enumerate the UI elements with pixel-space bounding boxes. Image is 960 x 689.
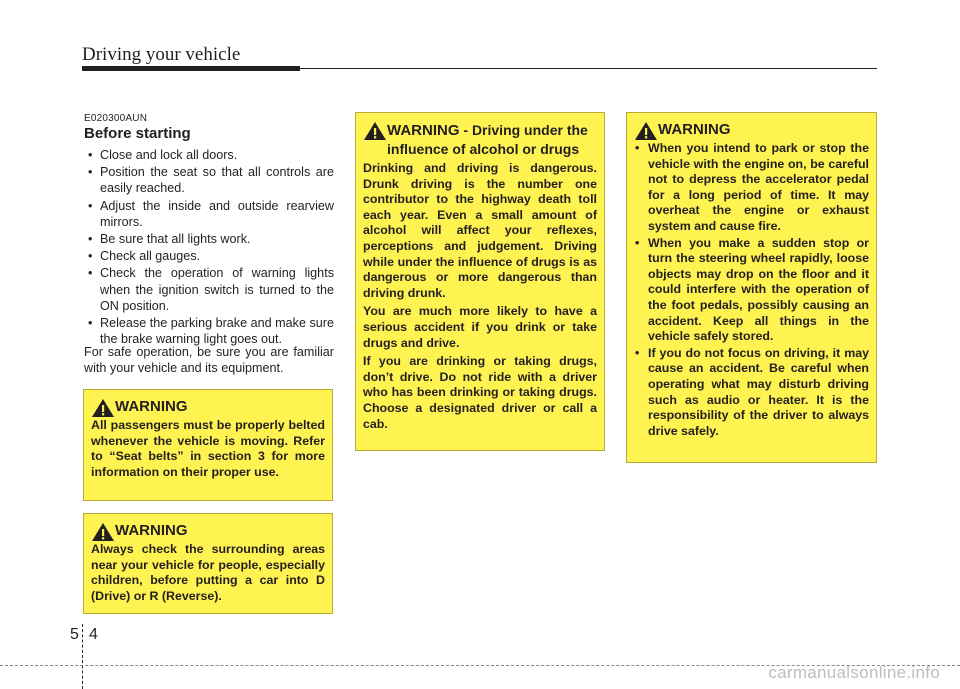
list-item: • Be sure that all lights work. bbox=[84, 231, 334, 247]
warning-title: WARNING bbox=[115, 522, 188, 539]
header-rule-thick bbox=[82, 66, 300, 71]
safety-paragraph: For safe operation, be sure you are familiar with your vehicle and its equipment. bbox=[84, 345, 334, 376]
warning-box-parking bbox=[626, 112, 877, 463]
watermark: carmanualsonline.info bbox=[768, 663, 940, 682]
list-item: • Check all gauges. bbox=[84, 248, 334, 264]
warning-triangle-icon bbox=[91, 398, 115, 418]
warning-subtitle: - Driving under the influence of alcohol or drugs bbox=[387, 122, 588, 157]
warning-box-seatbelts bbox=[83, 389, 333, 501]
warning-triangle-icon bbox=[634, 121, 658, 141]
header-rule-thin bbox=[300, 68, 877, 69]
list-item: • Close and lock all doors. bbox=[84, 147, 334, 163]
warning-box-surroundings bbox=[83, 513, 333, 614]
warning-list bbox=[634, 141, 869, 439]
footer-divider bbox=[82, 624, 83, 689]
warning-body bbox=[363, 161, 597, 432]
list-item: • Adjust the inside and outside rearview mirrors. bbox=[84, 198, 334, 230]
warning-title: WARNING bbox=[115, 398, 188, 415]
warning-title: WARNING - Driving under the influence of alcohol or drugs bbox=[387, 122, 588, 157]
list-item: • Check the operation of warning lights when the ignition switch is turned to the ON position. bbox=[84, 265, 334, 314]
page-number: 4 bbox=[89, 626, 98, 643]
list-item: • When you intend to park or stop the vehicle with the engine on, be careful not to depress the accelerator pedal for a long period of time. It may overheat the engine or exhaust system and cause fire. bbox=[634, 141, 869, 235]
list-item: • Position the seat so that all controls are easily reached. bbox=[84, 164, 334, 196]
checklist bbox=[84, 147, 334, 348]
warning-paragraph: If you are drinking or taking drugs, don’t drive. Do not ride with a driver who has been drinking or taking drugs. Choose a designated driver or call a cab. bbox=[363, 354, 597, 431]
warning-triangle-icon bbox=[363, 121, 387, 141]
warning-triangle-icon bbox=[91, 522, 115, 542]
section-title: Before starting bbox=[84, 125, 191, 142]
list-item: • Release the parking brake and make sure the brake warning light goes out. bbox=[84, 315, 334, 347]
warning-paragraph: Drinking and driving is dangerous. Drunk driving is the number one contributor to the highway death toll each year. Even a small amount of alcohol will affect your reflexes, perceptions and judgement. Driving while under the influence of drugs is as dangerous or more dangerous than driving drunk. bbox=[363, 161, 597, 300]
header-title: Driving your vehicle bbox=[82, 44, 241, 65]
warning-paragraph: You are much more likely to have a serious accident if you drink or take drugs and drive. bbox=[363, 304, 597, 350]
section-code: E020300AUN bbox=[84, 113, 148, 124]
warning-body: All passengers must be properly belted whenever the vehicle is moving. Refer to “Seat belts” in section 3 for more information on their proper use. bbox=[91, 418, 325, 479]
list-item: • When you make a sudden stop or turn the steering wheel rapidly, loose objects may drop on the floor and it could interfere with the operation of the foot pedals, possibly causing an accident. Keep all things in the vehicle safely stored. bbox=[634, 236, 869, 345]
warning-box-alcohol bbox=[355, 112, 605, 451]
list-item: • If you do not focus on driving, it may cause an accident. Be careful when operating what may disturb driving such as audio or heater. It is the responsibility of the driver to always drive safely. bbox=[634, 346, 869, 440]
warning-title: WARNING bbox=[658, 121, 731, 138]
section-number: 5 bbox=[70, 626, 79, 643]
warning-body: Always check the surrounding areas near your vehicle for people, especially children, before putting a car into D (Drive) or R (Reverse). bbox=[91, 542, 325, 603]
